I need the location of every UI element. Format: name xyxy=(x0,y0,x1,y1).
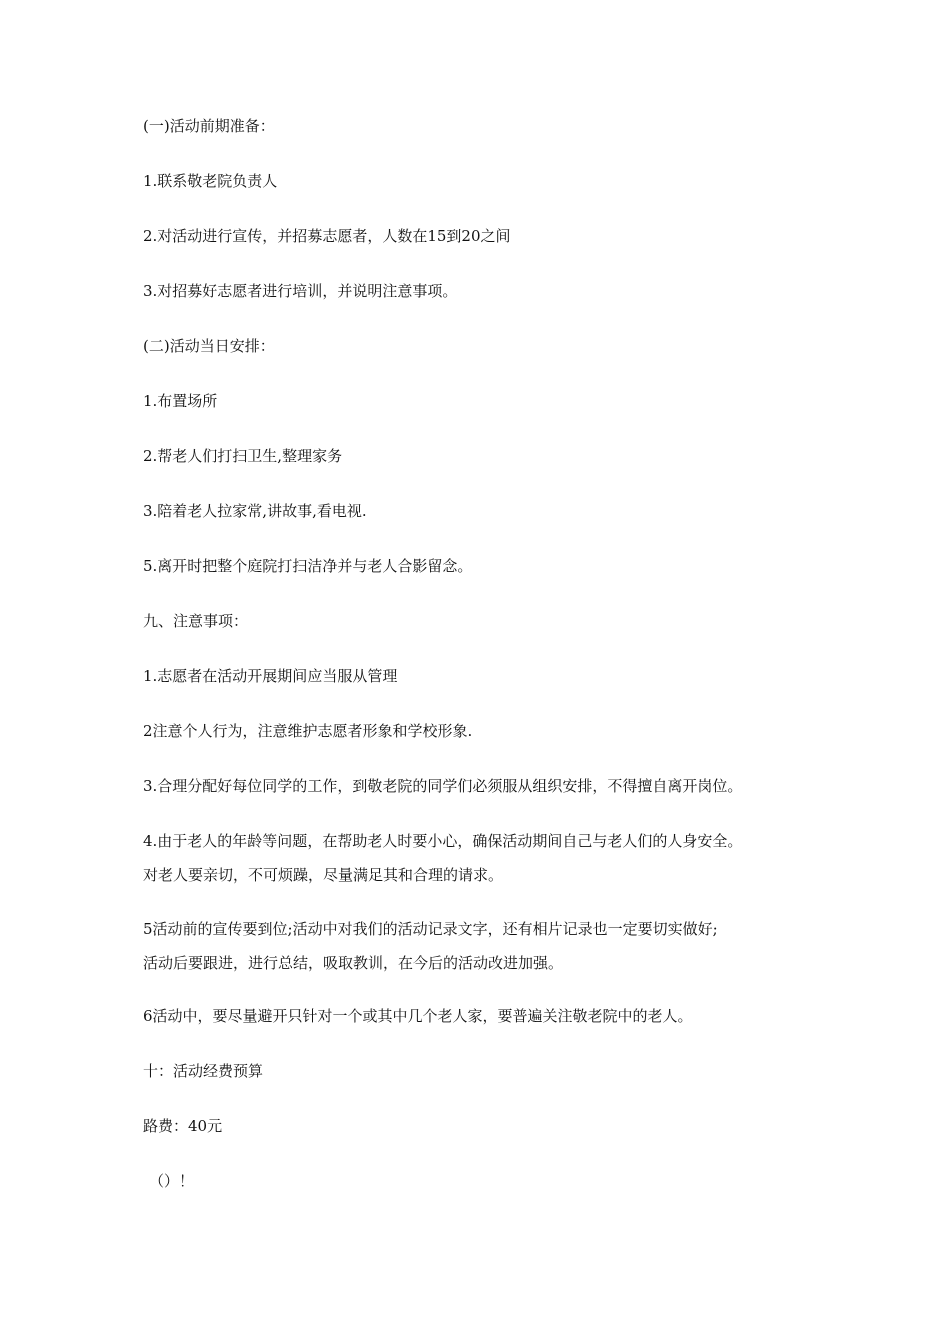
trailing-mark: （）！ xyxy=(149,1172,195,1190)
note-item-1: 1.志愿者在活动开展期间应当服从管理 xyxy=(143,667,398,685)
note-item-2: 2注意个人行为，注意维护志愿者形象和学校形象. xyxy=(143,722,473,740)
note-item-6: 6活动中，要尽量避开只针对一个或其中几个老人家，要普遍关注敬老院中的老人。 xyxy=(143,1007,693,1025)
budget-travel: 路费：40元 xyxy=(143,1117,223,1135)
note-item-5-line-1: 5活动前的宣传要到位;活动中对我们的活动记录文字，还有相片记录也一定要切实做好; xyxy=(143,920,718,938)
prep-item-2: 2.对活动进行宣传，并招募志愿者，人数在15到20之间 xyxy=(143,227,511,245)
note-item-4-line-2: 对老人要亲切，不可烦躁，尽量满足其和合理的请求。 xyxy=(143,866,504,884)
day-item-1: 1.布置场所 xyxy=(143,392,218,410)
note-item-5-line-2: 活动后要跟进，进行总结，吸取教训，在今后的活动改进加强。 xyxy=(143,954,564,972)
prep-item-1: 1.联系敬老院负责人 xyxy=(143,172,278,190)
note-item-5 xyxy=(143,919,843,973)
heading-day-schedule: (二)活动当日安排： xyxy=(143,337,275,355)
note-item-4-line-1: 4.由于老人的年龄等问题，在帮助老人时要小心，确保活动期间自己与老人们的人身安全。 xyxy=(143,832,743,850)
note-item-4 xyxy=(143,831,843,885)
note-item-3: 3.合理分配好每位同学的工作，到敬老院的同学们必须服从组织安排，不得擅自离开岗位。 xyxy=(143,777,743,795)
day-item-5: 5.离开时把整个庭院打扫洁净并与老人合影留念。 xyxy=(143,557,473,575)
day-item-3: 3.陪着老人拉家常,讲故事,看电视. xyxy=(143,502,367,520)
heading-budget: 十：活动经费预算 xyxy=(143,1062,264,1080)
heading-preparation: (一)活动前期准备： xyxy=(143,117,275,135)
heading-notes: 九、注意事项： xyxy=(143,612,249,630)
prep-item-3: 3.对招募好志愿者进行培训，并说明注意事项。 xyxy=(143,282,458,300)
day-item-2: 2.帮老人们打扫卫生,整理家务 xyxy=(143,447,343,465)
